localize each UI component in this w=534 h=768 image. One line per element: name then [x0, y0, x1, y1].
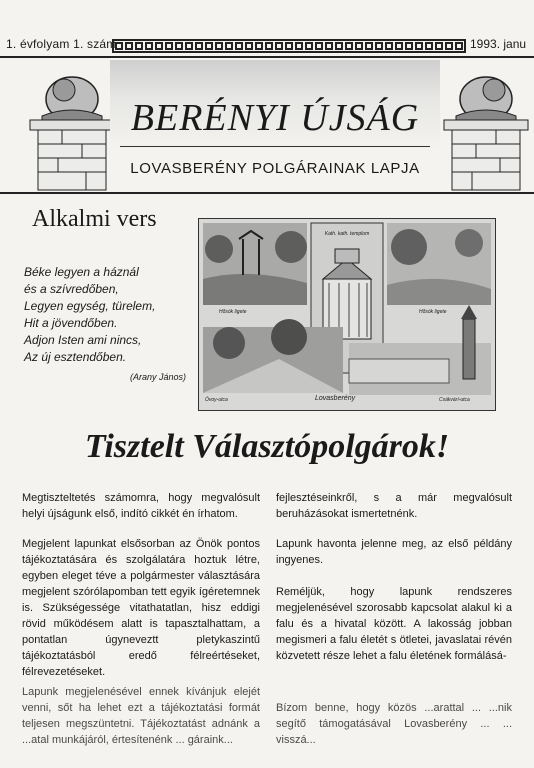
chain-link — [255, 42, 263, 50]
chain-link — [295, 42, 303, 50]
lion-statue-left-icon — [22, 64, 122, 194]
chain-link — [425, 42, 433, 50]
title-rule — [120, 146, 430, 147]
chain-link — [445, 42, 453, 50]
chain-link — [195, 42, 203, 50]
newspaper-subtitle: LOVASBERÉNY POLGÁRAINAK LAPJA — [130, 160, 420, 177]
left-column-paragraph — [22, 536, 260, 680]
left-column-paragraph — [22, 684, 260, 748]
chain-link — [415, 42, 423, 50]
paragraph: Lapunk megjelenésével ennek kívánjuk elejét venni, sőt ha lehet ezt a tájékoztatási formát teljesen megszüntetni. Tájékoztatást adnánk a ...atal munkájáról, értesítenénk ... gáraink... — [22, 686, 260, 746]
chain-link — [145, 42, 153, 50]
chain-link — [125, 42, 133, 50]
chain-link — [165, 42, 173, 50]
chain-link — [385, 42, 393, 50]
chain-link — [115, 42, 123, 50]
chain-link — [325, 42, 333, 50]
chain-link — [185, 42, 193, 50]
paragraph: Bízom benne, hogy közös ...arattal ... ...nik segítő támogatásával Lovasberény ... ... visszá... — [276, 702, 512, 746]
paragraph: Megjelent lapunkat elsősorban az Önök pontos tájékoztatására és szolgálatára hoztuk létre, egyben eleget téve a polgármester választására megjelent szórólapomban tett egyik ígéretemnek is. Szükségessége vitathatatlan, hisz eddigi rövid működésem alatt is tapasztalhattam, a pontatlan úgyneveztt pletykaszintű tájékoztatásból eredő félreértéseket, félrevezetéseket. — [22, 538, 260, 678]
poem-title: Alkalmi vers — [32, 206, 157, 232]
chain-link — [315, 42, 323, 50]
chain-link — [395, 42, 403, 50]
chain-link — [175, 42, 183, 50]
poem-author: (Arany János) — [130, 372, 187, 382]
chain-link — [205, 42, 213, 50]
top-rule — [0, 56, 534, 58]
chain-link — [465, 42, 466, 50]
postcard-caption: Csákvárí-utca — [439, 397, 470, 403]
newspaper-title: BERÉNYI ÚJSÁG — [130, 97, 420, 139]
chain-link — [265, 42, 273, 50]
decorative-chain-border — [112, 39, 466, 53]
masthead-bottom-rule — [0, 192, 534, 194]
paragraph: fejlesztéseinkről, s a már megvalósult beruházásokat ismertetnénk. — [276, 492, 512, 520]
chain-link — [245, 42, 253, 50]
right-column-paragraph — [276, 536, 512, 568]
chain-link — [455, 42, 463, 50]
poem-text — [24, 264, 155, 366]
chain-link — [235, 42, 243, 50]
left-column-paragraph — [22, 490, 260, 522]
postcard-caption: Óvoy-utca — [205, 397, 228, 403]
postcard-caption: Lovasberény — [315, 395, 356, 402]
right-column-paragraph — [276, 700, 512, 748]
paragraph: Lapunk havonta jelenne meg, az első példány ingyenes. — [276, 538, 512, 566]
chain-link — [155, 42, 163, 50]
poem-line: Hit a jövendőben. — [24, 316, 118, 330]
poem-line: Adjon Isten ami nincs, — [24, 333, 142, 347]
chain-link — [285, 42, 293, 50]
issue-number: 1. évfolyam 1. szám — [6, 37, 117, 51]
chain-link — [275, 42, 283, 50]
poem-line: Legyen egység, türelem, — [24, 299, 156, 313]
chain-link — [215, 42, 223, 50]
poem-line: Béke legyen a háznál — [24, 265, 139, 279]
chain-link — [405, 42, 413, 50]
poem-line: Az új esztendőben. — [24, 350, 127, 364]
lion-statue-right-icon — [436, 64, 534, 194]
postcard-caption: Kath. kath. templom — [324, 231, 370, 237]
chain-link — [375, 42, 383, 50]
chain-link — [335, 42, 343, 50]
issue-date: 1993. janu — [470, 37, 527, 51]
postcard-caption: Hősök ligete — [219, 309, 247, 315]
chain-link — [435, 42, 443, 50]
right-column-paragraph — [276, 584, 512, 664]
chain-link — [355, 42, 363, 50]
paragraph: Reméljük, hogy lapunk rendszeres megjelenésével szorosabb kapcsolat alakul ki a falu és a hivatal között. A lakosság jobban megismeri a falu életét s ötletei, javaslatai révén közvetett része lehet a falu életének formálásá- — [276, 586, 512, 662]
paragraph: Megtiszteltetés számomra, hogy megvalósult helyi újságunk első, indító cikkét én írhatom. — [22, 492, 260, 520]
postcard-caption: Hősök ligete — [419, 309, 447, 315]
right-column-paragraph — [276, 490, 512, 522]
chain-link — [365, 42, 373, 50]
chain-link — [305, 42, 313, 50]
article-headline: Tisztelt Választópolgárok! — [84, 428, 450, 465]
chain-link — [345, 42, 353, 50]
chain-link — [225, 42, 233, 50]
poem-line: és a szívredőben, — [24, 282, 119, 296]
chain-link — [135, 42, 143, 50]
postcard-photo — [198, 218, 496, 411]
